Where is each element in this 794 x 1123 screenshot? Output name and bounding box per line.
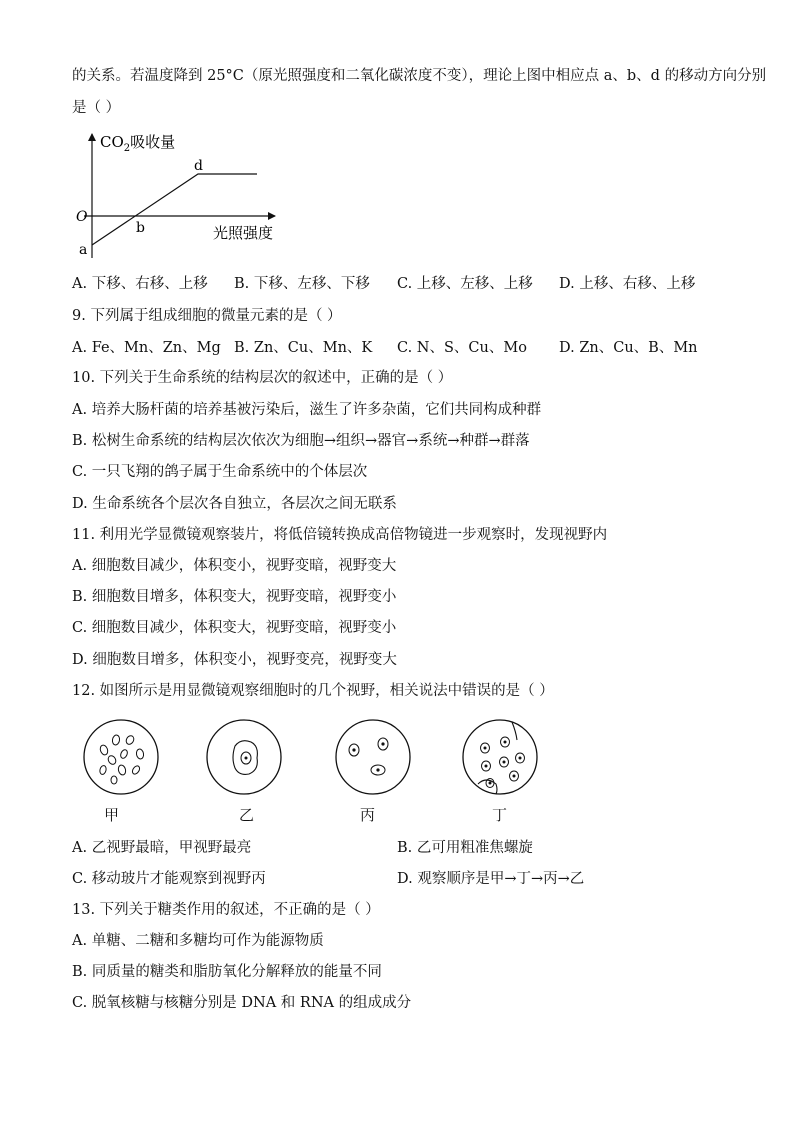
- q12-stem: 12. 如图所示是用显微镜观察细胞时的几个视野，相关说法中错误的是（ ）: [72, 683, 554, 699]
- point-b-label: b: [136, 220, 145, 236]
- q10-option-b[interactable]: B. 松树生命系统的结构层次依次为细胞→组织→器官→系统→种群→群落: [72, 433, 530, 449]
- field-label-jia: 甲: [104, 806, 120, 824]
- q13-option-a[interactable]: A. 单糖、二糖和多糖均可作为能源物质: [72, 933, 324, 949]
- q12-option-a[interactable]: A. 乙视野最暗，甲视野最亮: [72, 840, 252, 856]
- field-bing-diagram: [334, 718, 414, 798]
- q13-option-b[interactable]: B. 同质量的糖类和脂肪氧化分解释放的能量不同: [72, 964, 382, 980]
- q11-option-d[interactable]: D. 细胞数目增多，体积变小，视野变亮，视野变大: [72, 652, 397, 668]
- field-jia-diagram: [82, 718, 162, 798]
- q11-option-b[interactable]: B. 细胞数目增多，体积变大，视野变暗，视野变小: [72, 589, 397, 605]
- q12-option-b[interactable]: B. 乙可用粗准焦螺旋: [397, 840, 533, 856]
- q8-option-d[interactable]: D. 上移、右移、上移: [559, 276, 696, 292]
- q8-option-b[interactable]: B. 下移、左移、下移: [234, 276, 370, 292]
- q9-option-a[interactable]: A. Fe、Mn、Zn、Mg: [72, 340, 221, 356]
- q8-option-a[interactable]: A. 下移、右移、上移: [72, 276, 208, 292]
- q10-option-d[interactable]: D. 生命系统各个层次各自独立，各层次之间无联系: [72, 496, 397, 512]
- q9-option-b[interactable]: B. Zn、Cu、Mn、K: [234, 340, 373, 356]
- q13-stem: 13. 下列关于糖类作用的叙述，不正确的是（ ）: [72, 902, 380, 918]
- q11-option-c[interactable]: C. 细胞数目减少，体积变大，视野变暗，视野变小: [72, 620, 397, 636]
- point-d-label: d: [194, 158, 203, 174]
- q12-option-d[interactable]: D. 观察顺序是甲→丁→丙→乙: [397, 871, 585, 887]
- q12-option-c[interactable]: C. 移动玻片才能观察到视野丙: [72, 871, 266, 887]
- q9-stem: 9. 下列属于组成细胞的微量元素的是（ ）: [72, 308, 342, 324]
- y-axis-label: $CO_2$吸收量: [100, 133, 176, 154]
- field-label-yi: 乙: [239, 806, 255, 824]
- q9-option-c[interactable]: C. N、S、Cu、Mo: [397, 340, 527, 356]
- field-label-ding: 丁: [492, 806, 508, 824]
- field-ding-diagram: [460, 718, 542, 798]
- q11-stem: 11. 利用光学显微镜观察装片，将低倍镜转换成高倍物镜进一步观察时，发现视野内: [72, 527, 608, 543]
- origin-label: O: [76, 209, 88, 225]
- x-axis-label: 光照强度: [213, 224, 274, 242]
- q8-stem-line2: 是（ ）: [72, 100, 121, 116]
- field-yi-diagram: [205, 718, 285, 798]
- field-label-bing: 丙: [360, 806, 376, 824]
- q11-option-a[interactable]: A. 细胞数目减少，体积变小，视野变暗，视野变大: [72, 558, 397, 574]
- q10-option-a[interactable]: A. 培养大肠杆菌的培养基被污染后，滋生了许多杂菌，它们共同构成种群: [72, 402, 542, 418]
- q8-graph: [70, 128, 290, 263]
- q13-option-c[interactable]: C. 脱氧核糖与核糖分别是 DNA 和 RNA 的组成成分: [72, 995, 412, 1011]
- q8-option-c[interactable]: C. 上移、左移、上移: [397, 276, 533, 292]
- q8-stem-line1: 的关系。若温度降到 25°C（原光照强度和二氧化碳浓度不变），理论上图中相应点 a、b、d 的移动方向分别: [72, 68, 767, 84]
- q10-option-c[interactable]: C. 一只飞翔的鸽子属于生命系统中的个体层次: [72, 464, 368, 480]
- q9-option-d[interactable]: D. Zn、Cu、B、Mn: [559, 340, 698, 356]
- point-a-label: a: [79, 242, 88, 258]
- q10-stem: 10. 下列关于生命系统的结构层次的叙述中，正确的是（ ）: [72, 370, 453, 386]
